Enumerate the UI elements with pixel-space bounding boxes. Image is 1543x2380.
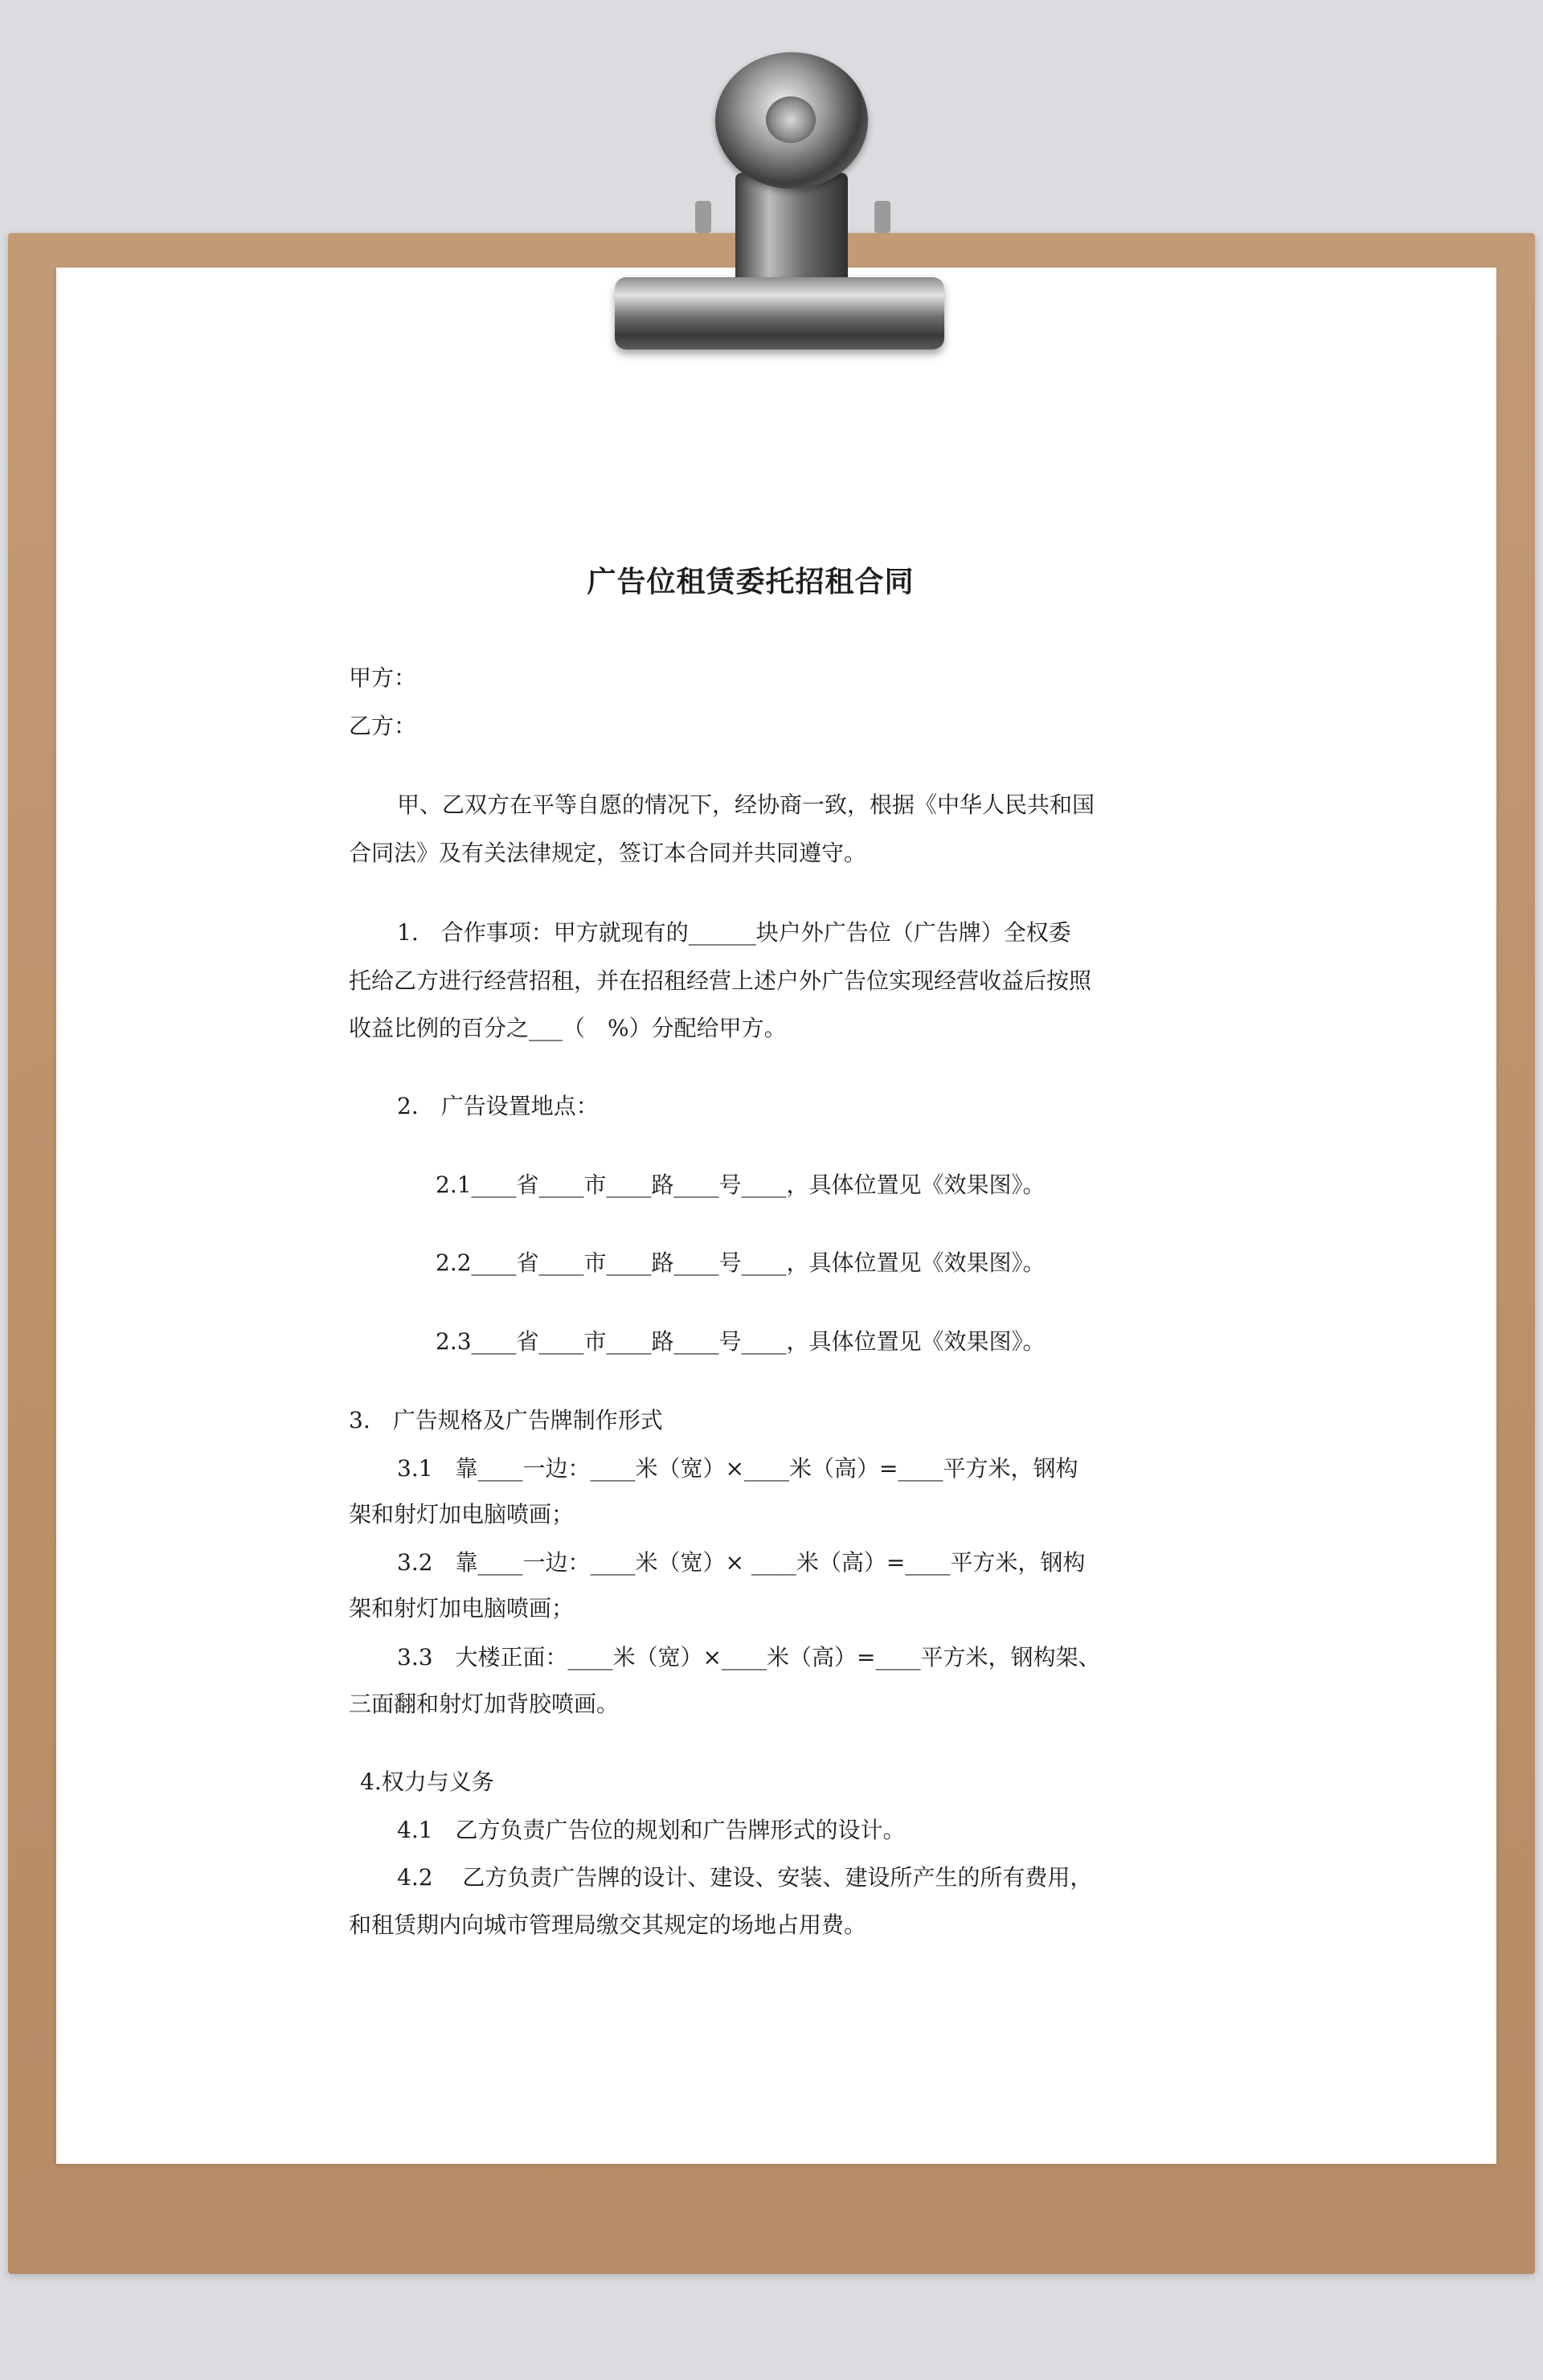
clause-3-3-line-2: 三面翻和射灯加背胶喷画。 (349, 1691, 620, 1717)
clause-2-heading: 2. 广告设置地点： (397, 1093, 599, 1119)
contract-document (349, 554, 1152, 611)
clause-4-heading: 4.权力与义务 (360, 1769, 494, 1795)
clause-3-2-line-1: 3.2 靠____一边：____米（宽）× ____米（高）=____平方米，钢构 (397, 1549, 1086, 1576)
clause-1-line-2: 托给乙方进行经营招租，并在招租经营上述户外广告位实现经营收益后按照 (349, 967, 1092, 994)
binder-clip-icon (563, 44, 964, 358)
clause-1-line-3: 收益比例的百分之___（ %）分配给甲方。 (349, 1015, 787, 1041)
clause-4-2-line-1: 4.2 乙方负责广告牌的设计、建设、安装、建设所产生的所有费用， (397, 1864, 1093, 1891)
clause-4-2-line-2: 和租赁期内向城市管理局缴交其规定的场地占用费。 (349, 1912, 867, 1938)
clause-3-1-line-1: 3.1 靠____一边：____米（宽）×____米（高）=____平方米，钢构 (397, 1455, 1078, 1482)
clause-3-2-line-2: 架和射灯加电脑喷画； (349, 1595, 575, 1621)
clause-2-2: 2.2____省____市____路____号____，具体位置见《效果图》。 (436, 1249, 1046, 1276)
clause-3-3-line-1: 3.3 大楼正面：____米（宽）×____米（高）=____平方米，钢构架、 (397, 1644, 1101, 1670)
clause-4-1: 4.1 乙方负责广告位的规划和广告牌形式的设计。 (397, 1817, 906, 1843)
clause-2-3: 2.3____省____市____路____号____，具体位置见《效果图》。 (436, 1328, 1046, 1355)
party-a-line: 甲方： (349, 665, 417, 691)
party-b-line: 乙方： (349, 713, 417, 739)
clause-3-heading: 3. 广告规格及广告牌制作形式 (349, 1407, 663, 1433)
preamble-line-2: 合同法》及有关法律规定，签订本合同并共同遵守。 (349, 840, 867, 866)
document-title: 广告位租赁委托招租合同 (587, 566, 915, 599)
clause-1-line-1: 1. 合作事项：甲方就现有的______块户外广告位（广告牌）全权委 (397, 919, 1071, 946)
clause-3-1-line-2: 架和射灯加电脑喷画； (349, 1501, 575, 1527)
preamble-line-1: 甲、乙双方在平等自愿的情况下，经协商一致，根据《中华人民共和国 (397, 791, 1095, 818)
clause-2-1: 2.1____省____市____路____号____，具体位置见《效果图》。 (436, 1172, 1046, 1198)
